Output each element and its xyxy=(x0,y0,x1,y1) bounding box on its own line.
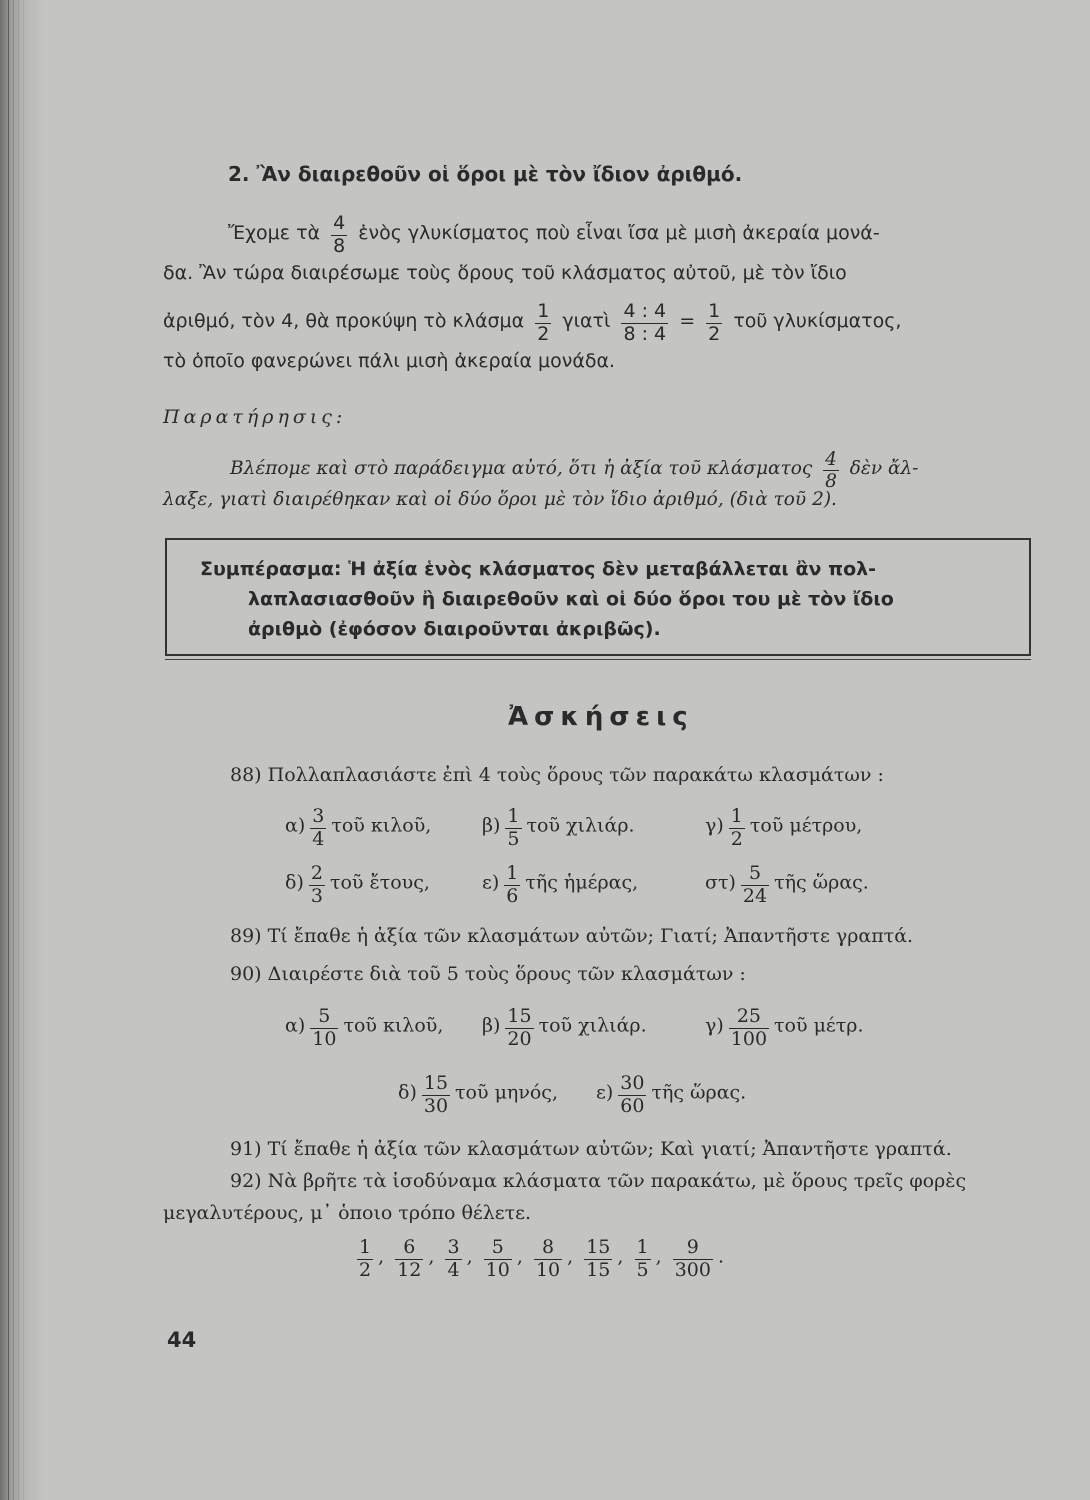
item-text: τῆς ὥρας. xyxy=(651,1081,747,1104)
exercise-91: 91) Τί ἔπαθε ἡ ἀξία τῶν κλασμάτων αὐτῶν; Καὶ γιατί; Ἀπαντῆστε γραπτά. xyxy=(230,1138,952,1160)
observation-line-2: λαξε, γιατὶ διαιρέθηκαν καὶ οἱ δύο ὅροι μὲ τὸν ἴδιο ἀριθμό, (διὰ τοῦ 2). xyxy=(163,489,837,510)
fraction-denominator: 8 xyxy=(333,234,346,257)
fraction-numerator: 2 xyxy=(310,862,323,884)
fraction-numerator: 25 xyxy=(736,1005,761,1027)
fraction xyxy=(309,864,325,907)
ex88-item-d xyxy=(285,862,430,905)
observation-line-end: δὲν ἄλ- xyxy=(849,457,919,479)
separator: , xyxy=(378,1245,385,1268)
equals-sign: = xyxy=(679,309,696,332)
item-text: τῆς ὥρας. xyxy=(774,871,869,894)
fraction xyxy=(484,1238,512,1281)
fraction-numerator: 15 xyxy=(586,1236,611,1258)
item-label: ε) xyxy=(482,871,500,894)
fraction-numerator: 4 xyxy=(825,449,837,470)
paragraph-line-1 xyxy=(228,212,880,255)
fraction xyxy=(505,1007,533,1050)
item-text: τοῦ κιλοῦ, xyxy=(343,1014,444,1037)
item-text: τῆς ἡμέρας, xyxy=(525,871,639,894)
fraction-denominator: 3 xyxy=(310,884,323,907)
separator: , xyxy=(655,1245,662,1268)
item-label: δ) xyxy=(398,1081,417,1104)
fraction-denominator: 4 xyxy=(312,827,325,850)
fraction-numerator: 3 xyxy=(447,1236,460,1258)
item-text: τοῦ μηνός, xyxy=(455,1081,558,1104)
ex90-item-d xyxy=(398,1072,558,1115)
fraction xyxy=(618,1074,646,1117)
fraction xyxy=(534,1238,562,1281)
separator: , xyxy=(516,1245,523,1268)
fraction-denominator: 12 xyxy=(397,1258,422,1281)
fraction-denominator: 300 xyxy=(674,1258,711,1281)
item-label: στ) xyxy=(705,871,736,894)
conclusion-line-3: ἀριθμὸ (ἐφόσον διαιροῦνται ἀκριβῶς). xyxy=(248,618,661,640)
fraction-4-8-observation xyxy=(823,450,839,492)
fraction-numerator: 4 xyxy=(333,212,346,234)
fraction-numerator: 5 xyxy=(318,1005,331,1027)
fraction-4div4-8div4 xyxy=(621,302,668,345)
fraction-numerator: 1 xyxy=(359,1236,372,1258)
fraction-1-2 xyxy=(535,302,551,345)
fraction xyxy=(310,807,326,850)
fraction-denominator: 24 xyxy=(742,884,768,907)
separator: , xyxy=(466,1245,473,1268)
fraction-denominator: 10 xyxy=(485,1258,510,1281)
separator: , xyxy=(617,1245,624,1268)
item-label: β) xyxy=(482,814,501,837)
ex92-fraction-list xyxy=(352,1236,724,1279)
fraction xyxy=(357,1238,373,1281)
ex88-item-b xyxy=(482,805,635,848)
separator: . xyxy=(717,1245,724,1268)
item-label: γ) xyxy=(705,1014,724,1037)
fraction xyxy=(635,1238,651,1281)
fraction-numerator: 6 xyxy=(403,1236,416,1258)
ex90-item-b xyxy=(482,1005,647,1048)
exercise-89: 89) Τί ἔπαθε ἡ ἀξία τῶν κλασμάτων αὐτῶν; Γιατί; Ἀπαντῆστε γραπτά. xyxy=(230,925,914,947)
paragraph-line-4: τὸ ὁποῖο φανερώνει πάλι μισὴ ἀκεραία μονάδα. xyxy=(163,350,616,372)
fraction-numerator: 5 xyxy=(491,1236,504,1258)
observation-text: Βλέπομε καὶ στὸ παράδειγμα αὐτό, ὅτι ἡ ἀξία τοῦ κλάσματος xyxy=(230,457,813,479)
fraction xyxy=(445,1238,461,1281)
item-text: τοῦ κιλοῦ, xyxy=(331,814,432,837)
fraction-denominator: 2 xyxy=(537,322,550,345)
fraction-denominator: 20 xyxy=(507,1027,532,1050)
fraction xyxy=(310,1007,338,1050)
fraction-denominator: 60 xyxy=(620,1094,645,1117)
fraction-4-8 xyxy=(331,214,347,257)
fraction xyxy=(584,1238,612,1281)
fraction-denominator: 2 xyxy=(708,322,721,345)
fraction xyxy=(729,1007,769,1050)
ex90-item-c xyxy=(705,1005,864,1048)
fraction-denominator: 8 : 4 xyxy=(623,322,667,345)
conclusion-line-2: λαπλασιασθοῦν ἢ διαιρεθοῦν καὶ οἱ δύο ὅροι του μὲ τὸν ἴδιο xyxy=(248,588,894,610)
line1-pre: Ἔχομε τὰ xyxy=(228,221,321,244)
paragraph-line-3 xyxy=(163,300,901,343)
fraction-denominator: 2 xyxy=(730,827,743,850)
page-number: 44 xyxy=(167,1328,197,1352)
exercises-title: Ἀσκήσεις xyxy=(508,702,694,732)
fraction-numerator: 15 xyxy=(423,1072,449,1094)
separator: , xyxy=(567,1245,574,1268)
ex88-item-a xyxy=(285,805,431,848)
fraction-numerator: 1 xyxy=(507,805,520,827)
ex90-item-e xyxy=(596,1072,746,1115)
item-label: α) xyxy=(285,814,306,837)
fraction-denominator: 2 xyxy=(359,1258,372,1281)
fraction-denominator: 100 xyxy=(730,1027,768,1050)
exercise-92-line-2: μεγαλυτέρους, μ᾽ ὁποιο τρόπο θέλετε. xyxy=(163,1202,532,1224)
ex88-item-c xyxy=(705,805,862,848)
conclusion-text-1: Ἡ ἀξία ἑνὸς κλάσματος δὲν μεταβάλλεται ἂν πολ- xyxy=(348,558,877,580)
fraction xyxy=(504,864,520,907)
line3-a: ἀριθμό, τὸν 4, θὰ προκύψη τὸ κλάσμα xyxy=(163,309,525,332)
fraction-numerator: 9 xyxy=(686,1236,699,1258)
fraction-denominator: 15 xyxy=(586,1258,611,1281)
fraction-numerator: 15 xyxy=(507,1005,532,1027)
item-label: δ) xyxy=(285,871,304,894)
fraction-numerator: 30 xyxy=(620,1072,645,1094)
item-label: ε) xyxy=(596,1081,614,1104)
fraction-denominator: 6 xyxy=(506,884,519,907)
fraction-denominator: 4 xyxy=(447,1258,460,1281)
fraction-numerator: 1 xyxy=(506,862,519,884)
line3-b: γιατὶ xyxy=(562,309,611,332)
fraction-numerator: 5 xyxy=(748,862,762,884)
item-label: γ) xyxy=(705,814,724,837)
fraction-numerator: 1 xyxy=(636,1236,649,1258)
item-text: τοῦ μέτρου, xyxy=(749,814,863,837)
fraction-1-2-result xyxy=(706,302,722,345)
fraction-denominator: 5 xyxy=(507,827,520,850)
item-text: τοῦ χιλιάρ. xyxy=(526,814,635,837)
item-label: α) xyxy=(285,1014,306,1037)
fraction-denominator: 8 xyxy=(825,471,837,493)
fraction-numerator: 1 xyxy=(708,300,721,322)
fraction-numerator: 3 xyxy=(312,805,325,827)
exercise-90: 90) Διαιρέστε διὰ τοῦ 5 τοὺς ὅρους τῶν κλασμάτων : xyxy=(230,963,746,985)
fraction-denominator: 10 xyxy=(535,1258,561,1281)
fraction-numerator: 8 xyxy=(541,1236,555,1258)
item-text: τοῦ ἔτους, xyxy=(329,871,430,894)
fraction xyxy=(422,1074,450,1117)
conclusion-line-1 xyxy=(200,558,876,580)
book-page-edge xyxy=(0,0,44,1500)
line3-c: τοῦ γλυκίσματος, xyxy=(733,309,902,332)
fraction-denominator: 10 xyxy=(312,1027,337,1050)
ex88-item-f xyxy=(705,862,869,905)
ex90-item-a xyxy=(285,1005,443,1048)
fraction-denominator: 5 xyxy=(636,1258,649,1281)
item-text: τοῦ χιλιάρ. xyxy=(538,1014,647,1037)
fraction xyxy=(505,807,521,850)
observation-line-1 xyxy=(230,448,919,493)
conclusion-label: Συμπέρασμα: xyxy=(200,558,342,580)
exercise-92-line-1: 92) Νὰ βρῆτε τὰ ἰσοδύναμα κλάσματα τῶν παρακάτω, μὲ ὅρους τρεῖς φορὲς xyxy=(230,1170,967,1192)
exercise-88: 88) Πολλαπλασιάστε ἐπὶ 4 τοὺς ὅρους τῶν παρακάτω κλασμάτων : xyxy=(230,764,884,786)
fraction xyxy=(741,864,769,907)
fraction-numerator: 4 : 4 xyxy=(623,300,667,322)
paragraph-line-2: δα. Ἂν τώρα διαιρέσωμε τοὺς ὅρους τοῦ κλάσματος αὐτοῦ, μὲ τὸν ἴδιο xyxy=(163,262,847,284)
fraction-denominator: 30 xyxy=(423,1094,449,1117)
fraction-numerator: 1 xyxy=(730,805,743,827)
line1-post: ἑνὸς γλυκίσματος ποὺ εἶναι ἴσα μὲ μισὴ ἀκεραία μονά- xyxy=(358,221,880,244)
fraction xyxy=(395,1238,423,1281)
fraction xyxy=(673,1238,713,1281)
ex88-item-e xyxy=(482,862,638,905)
separator: , xyxy=(428,1245,435,1268)
fraction-numerator: 1 xyxy=(537,300,550,322)
item-text: τοῦ μέτρ. xyxy=(774,1014,864,1037)
observation-label: Παρατήρησις: xyxy=(163,406,347,428)
fraction xyxy=(729,807,745,850)
section-heading: 2. Ἂν διαιρεθοῦν οἱ ὅροι μὲ τὸν ἴδιον ἀριθμό. xyxy=(228,162,743,186)
item-label: β) xyxy=(482,1014,501,1037)
